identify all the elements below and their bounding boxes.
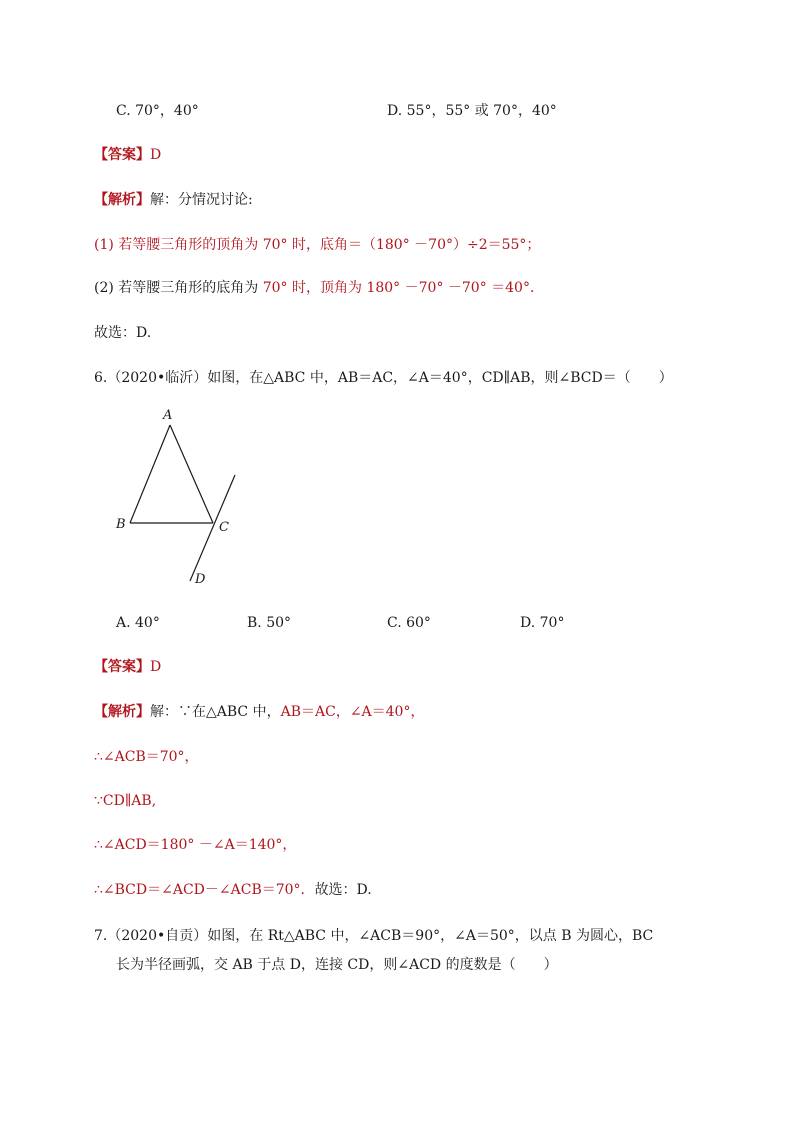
analysis-part-a: 解：∵在△ABC 中， (150, 704, 281, 720)
q5-analysis-line (94, 190, 253, 210)
step4-part-a: ∴∠BCD＝∠ACD－∠ACB＝70°． (94, 882, 315, 898)
q6-step-1: ∴∠ACB＝70°， (94, 749, 199, 765)
q6-triangle-figure (100, 405, 260, 590)
q6-analysis-line (94, 702, 424, 722)
q6-option-a: A. 40° (116, 615, 160, 631)
q5-choose: 故选：D. (94, 325, 152, 341)
case2-part-a: (2) 若等腰三角形的底角为 (94, 280, 263, 296)
side-ac (170, 425, 213, 523)
side-ab (130, 425, 170, 523)
analysis-part-b: AB＝AC，∠A＝40°， (280, 704, 425, 720)
q5-answer-line (94, 145, 161, 165)
case2-part-b: 70° 时，顶角为 (262, 280, 367, 296)
q5-case-2 (94, 278, 544, 298)
q6-step-2: ∵CD∥AB, (94, 793, 157, 809)
option-d: D. 55°，55° 或 70°，40° (387, 103, 557, 119)
analysis-tag: 【解析】 (94, 704, 150, 720)
case2-part-c: 180° －70° －70° ＝40°． (366, 280, 544, 296)
step4-part-b: 故选：D. (314, 882, 372, 898)
analysis-intro: 解：分情况讨论: (150, 192, 253, 208)
analysis-tag: 【解析】 (94, 192, 150, 208)
q6-answer-line (94, 657, 161, 677)
answer-value: D (150, 659, 162, 675)
q6-step-4 (94, 880, 372, 900)
q7-stem-line-2: 长为半径画弧，交 AB 于点 D，连接 CD，则∠ACD 的度数是（ ） (116, 957, 558, 973)
answer-tag: 【答案】 (94, 659, 150, 675)
q6-option-c: C. 60° (387, 615, 431, 631)
q6-option-d: D. 70° (520, 615, 565, 631)
q6-step-3: ∴∠ACD＝180° －∠A＝140°， (94, 837, 297, 853)
q7-stem-line-1: 7.（2020•自贡）如图，在 Rt△ABC 中，∠ACB＝90°，∠A＝50°，以点 B 为圆心，BC (94, 928, 654, 944)
vertex-label-d: D (195, 572, 206, 587)
answer-tag: 【答案】 (94, 147, 150, 163)
answer-value: D (150, 147, 162, 163)
vertex-label-b: B (116, 517, 126, 532)
q5-case-1: (1) 若等腰三角形的顶角为 70° 时，底角＝（180° －70°）÷2＝55°； (94, 237, 541, 253)
vertex-label-c: C (219, 520, 229, 535)
option-c: C. 70°，40° (116, 103, 199, 119)
vertex-label-a: A (163, 408, 173, 423)
q6-option-b: B. 50° (247, 615, 292, 631)
q6-stem: 6.（2020•临沂）如图，在△ABC 中，AB＝AC，∠A＝40°，CD∥AB，则∠BCD＝（ ） (94, 370, 673, 386)
